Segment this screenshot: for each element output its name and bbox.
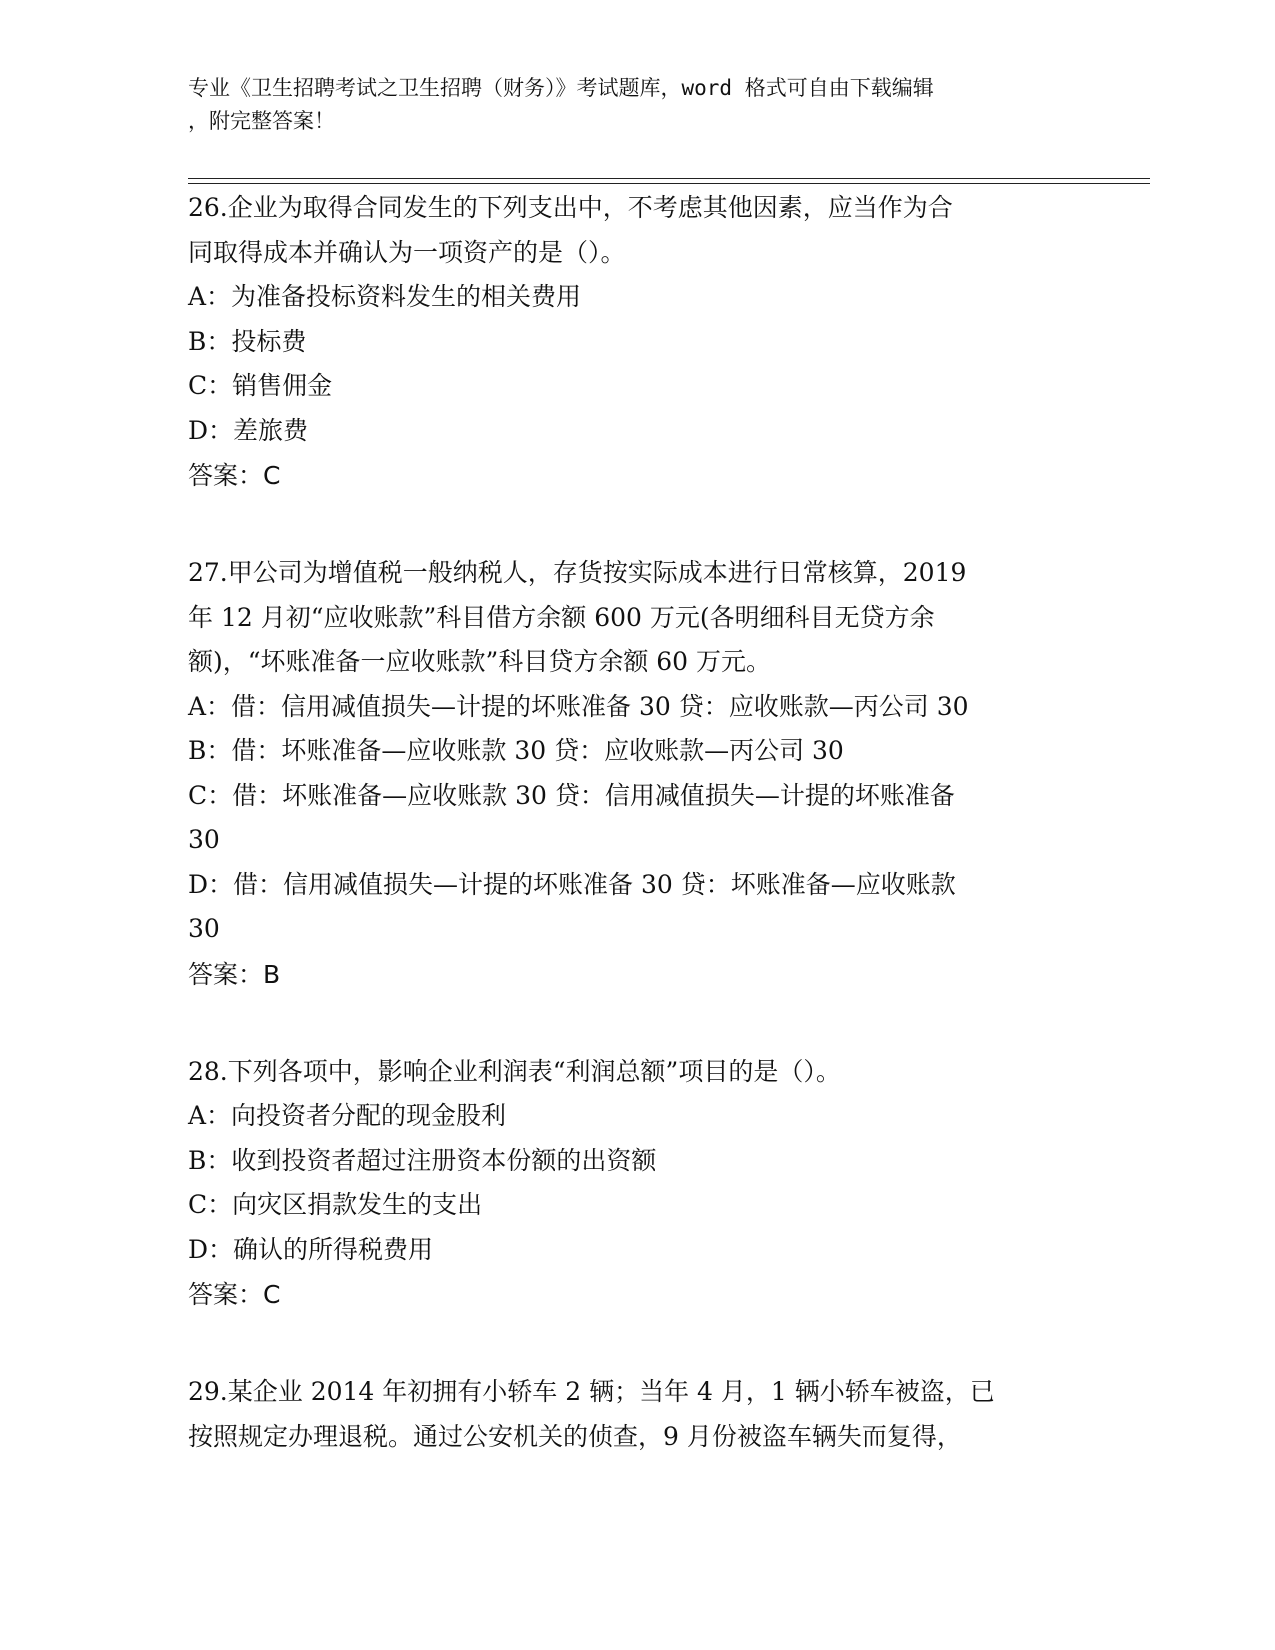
option-d: D：差旅费 <box>188 415 309 445</box>
option-b: B：借：坏账准备—应收账款 30 贷：应收账款—丙公司 30 <box>188 736 844 765</box>
option-b: B：投标费 <box>188 326 307 356</box>
question-stem-line: 额)，“坏账准备一应收账款”科目贷方余额 60 万元。 <box>188 647 772 676</box>
question-stem-line: 28.下列各项中，影响企业利润表“利润总额”项目的是（）。 <box>188 1056 841 1086</box>
option-a: A：借：信用减值损失—计提的坏账准备 30 贷：应收账款—丙公司 30 <box>188 691 969 721</box>
header-line: 专业《卫生招聘考试之卫生招聘（财务）》考试题库，word 格式可自由下载编辑 <box>188 76 934 100</box>
option-d: D：确认的所得税费用 <box>188 1234 434 1264</box>
question-stem-line: 29.某企业 2014 年初拥有小轿车 2 辆；当年 4 月，1 辆小轿车被盗，已 <box>188 1377 995 1406</box>
header-line: ，附完整答案！ <box>188 109 335 133</box>
header-divider-bottom <box>188 183 1150 184</box>
question-27 <box>188 551 1088 998</box>
answer-line: 答案：B <box>188 959 281 989</box>
option-b: B：收到投资者超过注册资本份额的出资额 <box>188 1145 657 1175</box>
option-a: A：向投资者分配的现金股利 <box>188 1101 507 1130</box>
option-d: D：借：信用减值损失—计提的坏账准备 30 贷：坏账准备—应收账款 <box>188 869 956 899</box>
question-29 <box>188 1370 1088 1459</box>
option-a: A：为准备投标资料发生的相关费用 <box>188 282 582 311</box>
question-list <box>188 186 1088 1459</box>
option-c: C：向灾区捐款发生的支出 <box>188 1190 483 1219</box>
question-stem-line: 年 12 月初“应收账款”科目借方余额 600 万元(各明细科目无贷方余 <box>188 602 935 632</box>
question-28 <box>188 1050 1088 1319</box>
answer-line: 答案：C <box>188 461 281 490</box>
document-header <box>188 72 1068 138</box>
question-stem-line: 同取得成本并确认为一项资产的是（）。 <box>188 237 626 267</box>
question-stem-line: 按照规定办理退税。通过公安机关的侦查，9 月份被盗车辆失而复得， <box>188 1421 962 1451</box>
option-c: C：销售佣金 <box>188 371 333 400</box>
question-stem-line: 26.企业为取得合同发生的下列支出中，不考虑其他因素，应当作为合 <box>188 193 953 222</box>
option-d-continued: 30 <box>188 914 220 943</box>
question-26 <box>188 186 1088 499</box>
question-stem-line: 27.甲公司为增值税一般纳税人，存货按实际成本进行日常核算，2019 <box>188 558 967 587</box>
option-c-continued: 30 <box>188 825 220 854</box>
option-c: C：借：坏账准备—应收账款 30 贷：信用减值损失—计提的坏账准备 <box>188 780 955 810</box>
answer-line: 答案：C <box>188 1280 281 1309</box>
header-divider-top <box>188 178 1150 179</box>
